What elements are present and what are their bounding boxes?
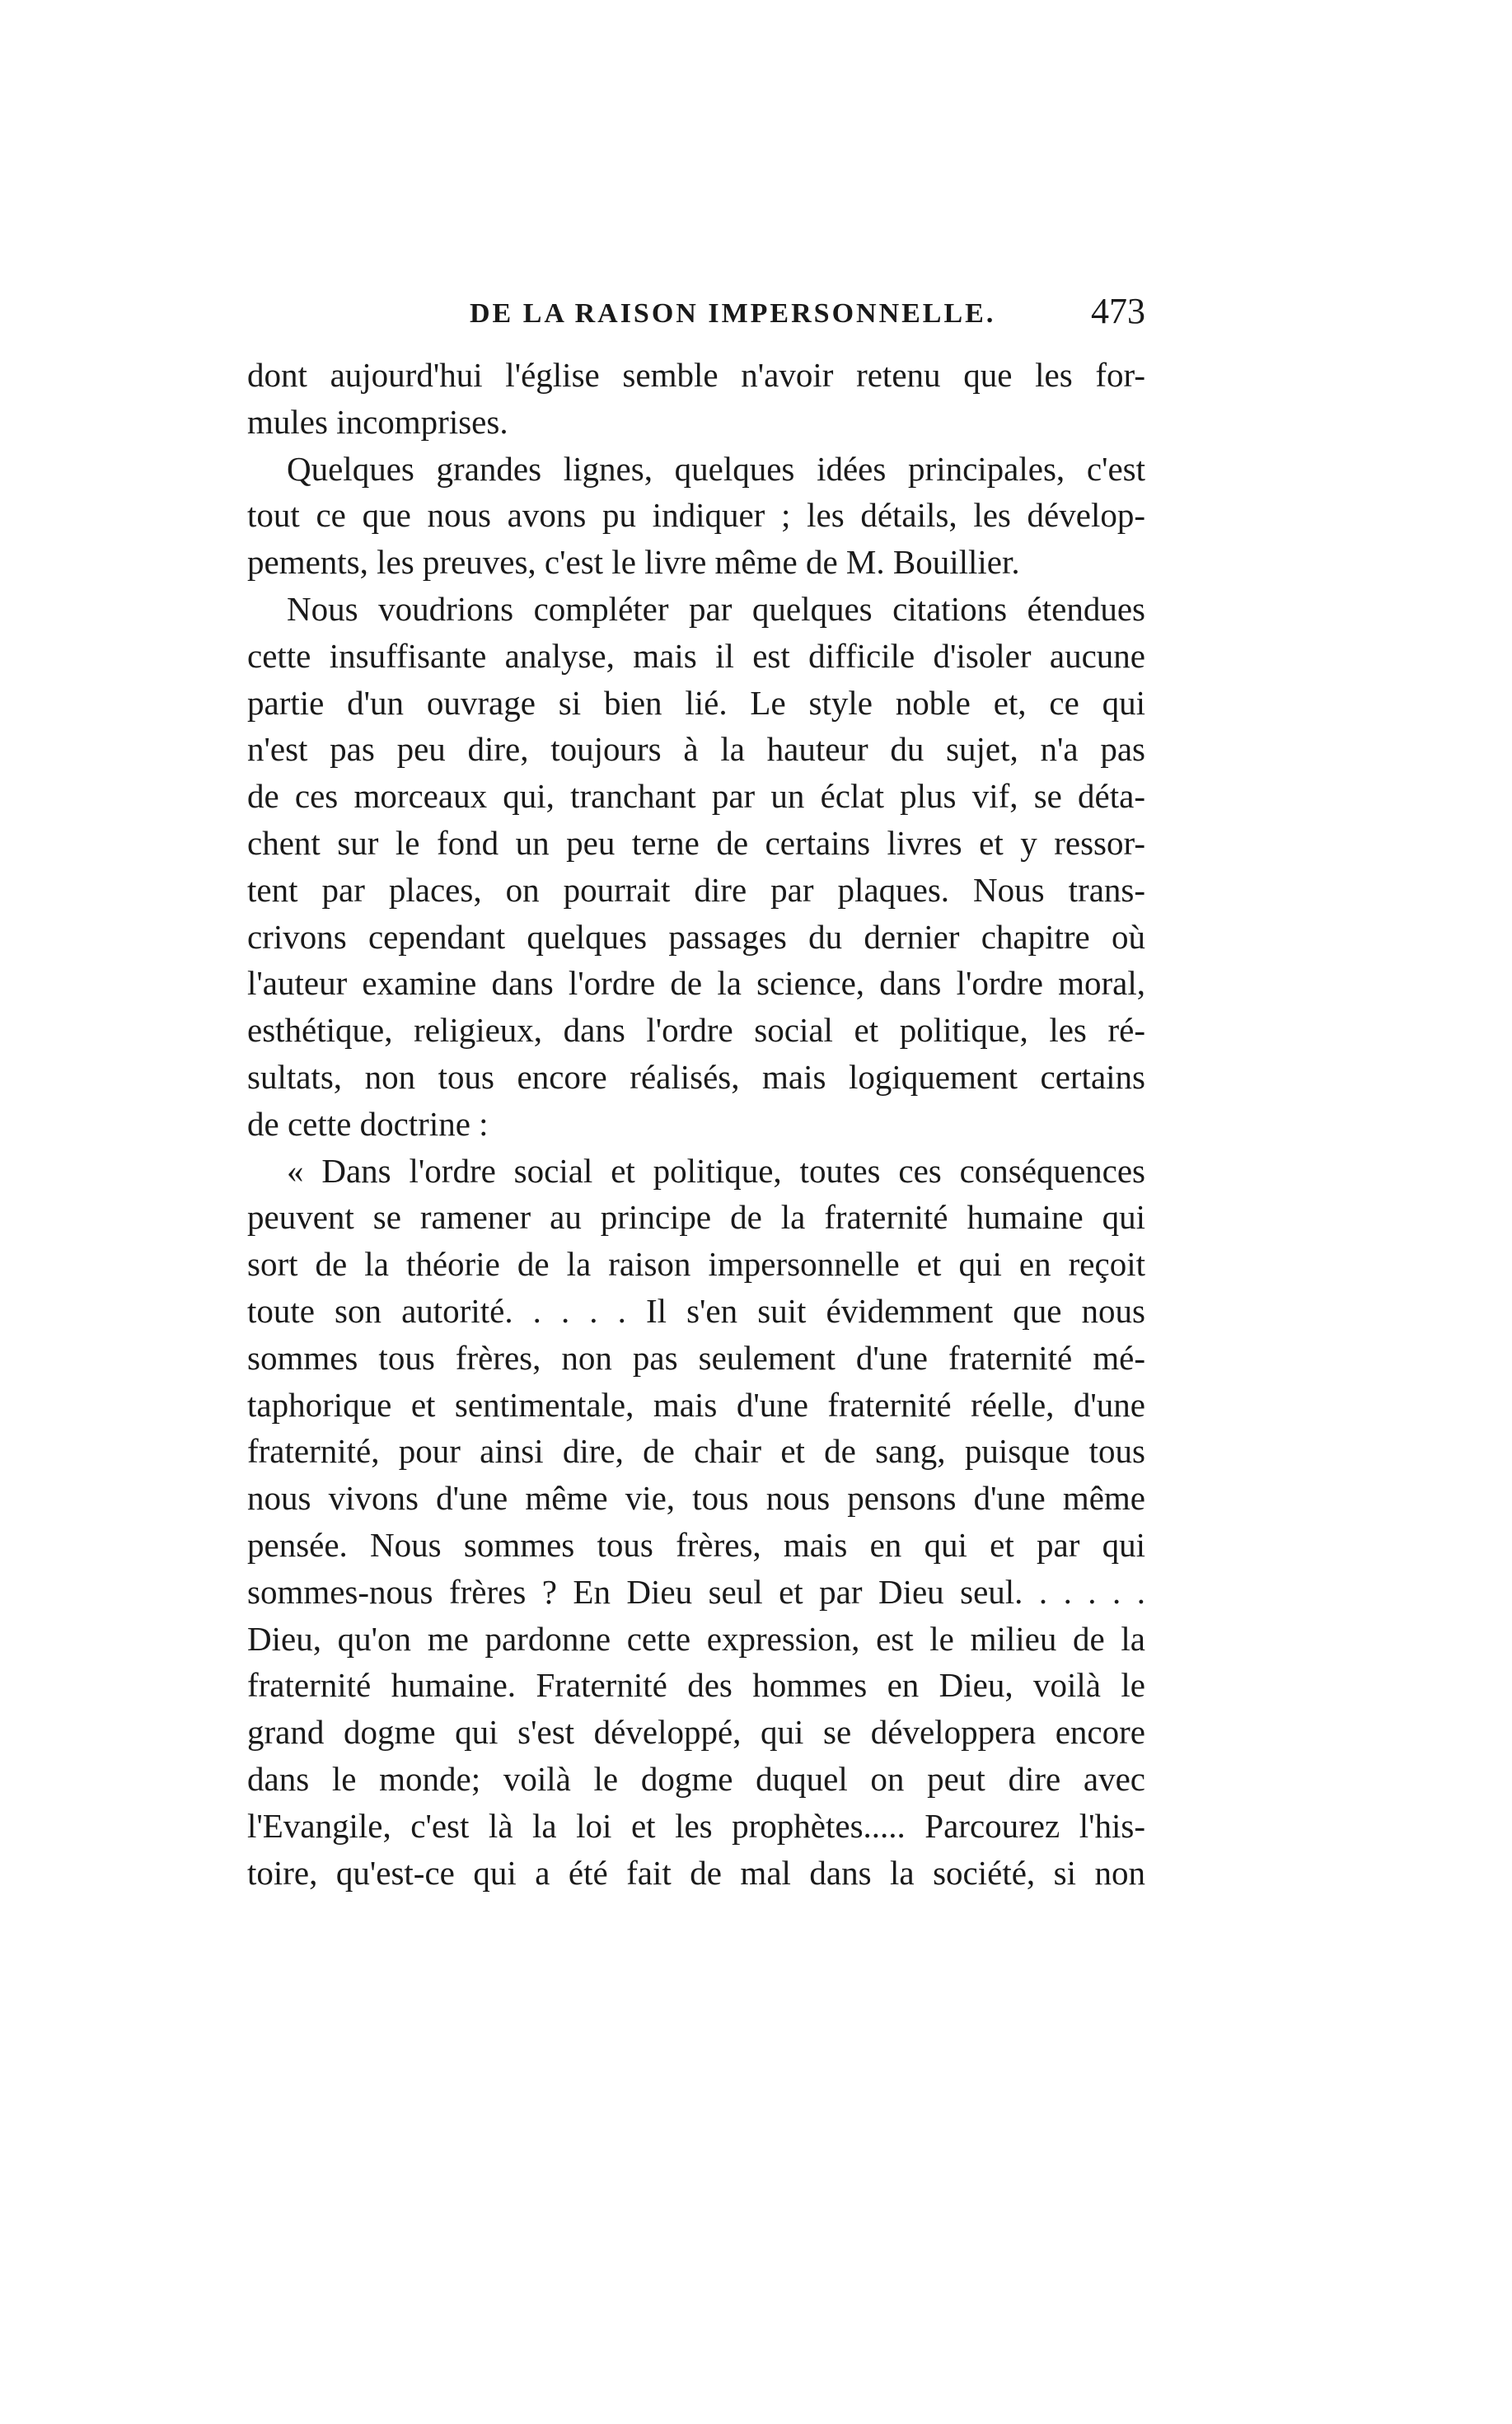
text-line: esthétique, religieux, dans l'ordre social et politique, les ré-: [247, 1011, 1145, 1050]
text-line: Dieu, qu'on me pardonne cette expression, est le milieu de la: [247, 1619, 1145, 1658]
text-line: fraternité humaine. Fraternité des hommes en Dieu, voilà le: [247, 1666, 1145, 1705]
text-line: sultats, non tous encore réalisés, mais logiquement certains: [247, 1057, 1145, 1096]
text-line: dont aujourd'hui l'église semble n'avoir retenu que les for-: [247, 356, 1145, 394]
text-line: de ces morceaux qui, tranchant par un éclat plus vif, se déta-: [247, 777, 1145, 816]
text-line: partie d'un ouvrage si bien lié. Le style noble et, ce qui: [247, 683, 1145, 722]
text-line: sort de la théorie de la raison impersonnelle et qui en reçoit: [247, 1245, 1145, 1284]
text-line: l'Evangile, c'est là la loi et les prophètes..... Parcourez l'his-: [247, 1806, 1145, 1845]
text-line: mules incomprises.: [247, 402, 508, 441]
text-line: Nous voudrions compléter par quelques citations étendues: [287, 589, 1145, 628]
text-line: cette insuffisante analyse, mais il est difficile d'isoler aucune: [247, 636, 1145, 675]
text-line: pensée. Nous sommes tous frères, mais en qui et par qui: [247, 1525, 1145, 1564]
text-line: l'auteur examine dans l'ordre de la science, dans l'ordre moral,: [247, 964, 1145, 1003]
body-text: [247, 352, 1145, 1896]
text-line: tout ce que nous avons pu indiquer ; les détails, les dévelop-: [247, 496, 1145, 535]
text-line: fraternité, pour ainsi dire, de chair et de sang, puisque tous: [247, 1432, 1145, 1471]
text-line: sommes tous frères, non pas seulement d'une fraternité mé-: [247, 1338, 1145, 1377]
text-line: pements, les preuves, c'est le livre même de M. Bouillier.: [247, 543, 1020, 582]
text-line: nous vivons d'une même vie, tous nous pensons d'une même: [247, 1479, 1145, 1518]
text-line: peuvent se ramener au principe de la fraternité humaine qui: [247, 1198, 1145, 1237]
text-line: de cette doctrine :: [247, 1104, 489, 1143]
text-line: toute son autorité. . . . . Il s'en suit évidemment que nous: [247, 1291, 1145, 1330]
text-line: grand dogme qui s'est développé, qui se développera encore: [247, 1713, 1145, 1752]
text-line: taphorique et sentimentale, mais d'une fraternité réelle, d'une: [247, 1385, 1145, 1424]
text-line: chent sur le fond un peu terne de certains livres et y ressor-: [247, 823, 1145, 862]
running-head: [247, 290, 1145, 339]
text-line: « Dans l'ordre social et politique, toutes ces conséquences: [287, 1151, 1145, 1190]
text-line: toire, qu'est-ce qui a été fait de mal dans la société, si non: [247, 1853, 1145, 1892]
text-line: crivons cependant quelques passages du dernier chapitre où: [247, 917, 1145, 956]
text-line: Quelques grandes lignes, quelques idées principales, c'est: [287, 449, 1145, 488]
running-title: DE LA RAISON IMPERSONNELLE.: [470, 298, 996, 329]
text-line: sommes-nous frères ? En Dieu seul et par Dieu seul. . . . . .: [247, 1572, 1145, 1611]
text-line: n'est pas peu dire, toujours à la hauteur du sujet, n'a pas: [247, 730, 1145, 769]
page-number: 473: [1091, 291, 1145, 331]
text-line: dans le monde; voilà le dogme duquel on peut dire avec: [247, 1759, 1145, 1798]
text-line: tent par places, on pourrait dire par plaques. Nous trans-: [247, 870, 1145, 909]
